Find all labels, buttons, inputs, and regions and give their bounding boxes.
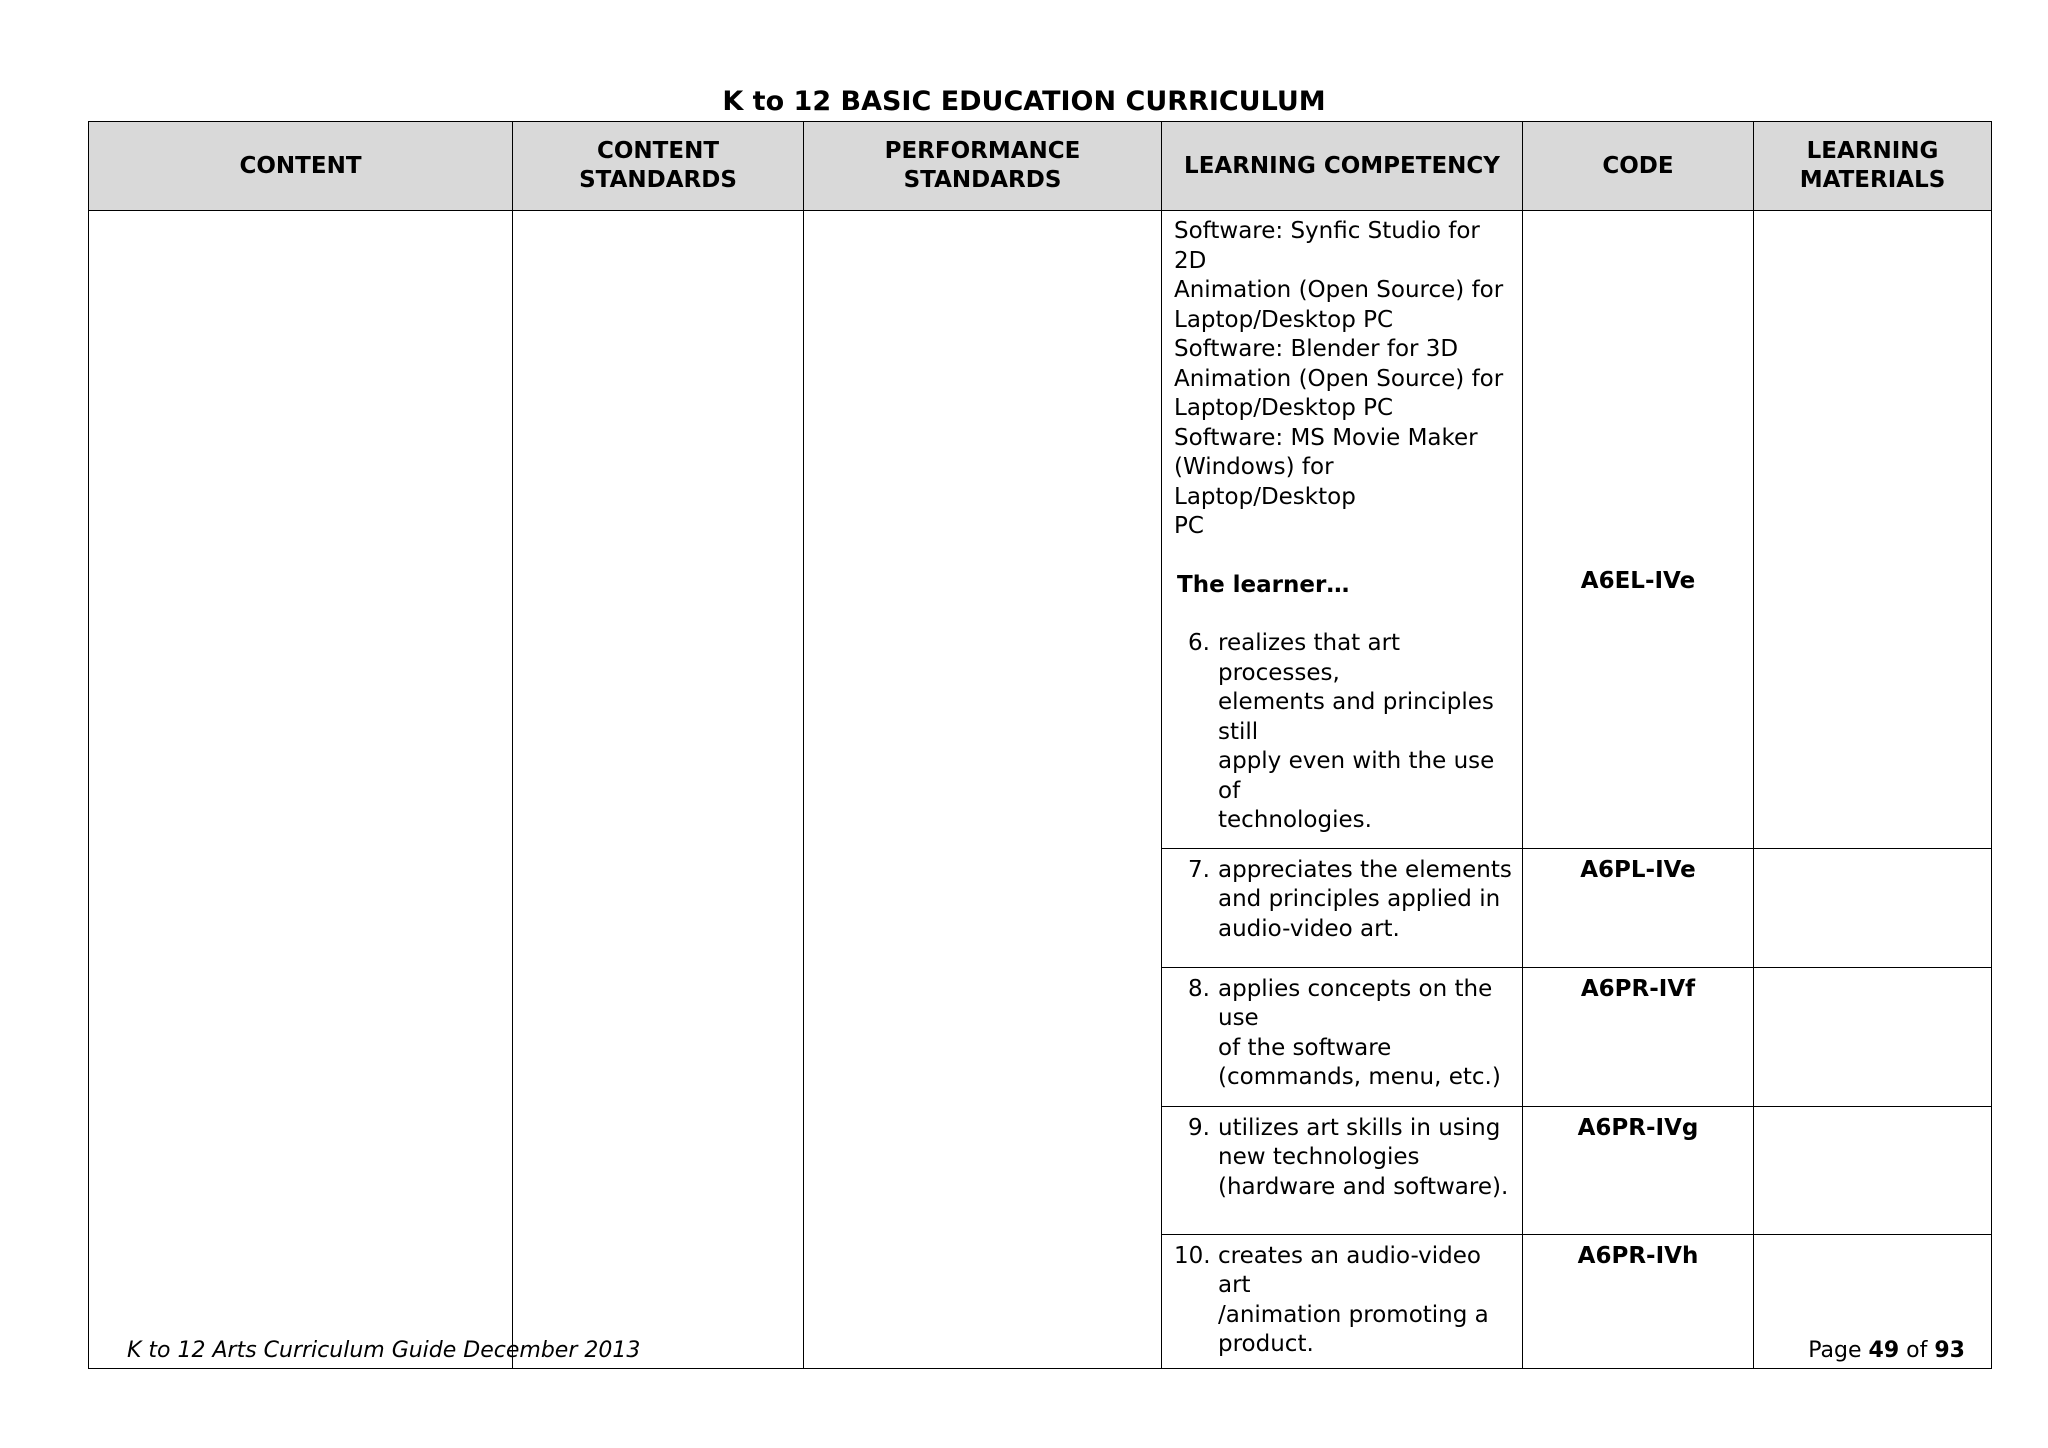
competency-number: 7. bbox=[1188, 856, 1210, 883]
learner-intro: The learner… bbox=[1177, 571, 1350, 598]
competency-item bbox=[1174, 975, 1512, 1093]
competency-text: appreciates the elements and principles applied in audio-video art. bbox=[1218, 856, 1512, 942]
competency-item bbox=[1174, 629, 1512, 836]
header-content-standards: CONTENT STANDARDS bbox=[513, 122, 804, 211]
code-cell: A6PR-IVg bbox=[1523, 1106, 1754, 1234]
software-line: Software: MS Movie Maker bbox=[1174, 424, 1478, 451]
software-line: PC bbox=[1174, 513, 1204, 539]
software-line: Animation (Open Source) for bbox=[1174, 365, 1504, 392]
competency-text: creates an audio-video art /animation promoting a product. bbox=[1218, 1242, 1489, 1357]
header-performance-standards: PERFORMANCE STANDARDS bbox=[804, 122, 1162, 211]
learning-competency-cell bbox=[1162, 1106, 1523, 1234]
page-number: Page 49 of 93 bbox=[1808, 1338, 1965, 1363]
curriculum-table bbox=[88, 121, 1992, 1369]
header-learning-materials: LEARNING MATERIALS bbox=[1754, 122, 1992, 211]
software-line: Laptop/Desktop PC bbox=[1174, 306, 1394, 333]
code-cell: A6EL-IVe bbox=[1523, 211, 1754, 849]
competency-item bbox=[1174, 1242, 1512, 1360]
learning-competency-cell bbox=[1162, 211, 1523, 849]
learning-materials-cell bbox=[1754, 967, 1992, 1106]
competency-text: realizes that art processes, elements and principles still apply even with the use of technologies. bbox=[1218, 630, 1495, 833]
document-title: K to 12 BASIC EDUCATION CURRICULUM bbox=[722, 86, 1326, 117]
performance-standards-cell bbox=[804, 211, 1162, 1369]
learning-competency-cell bbox=[1162, 1234, 1523, 1368]
learning-competency-cell bbox=[1162, 848, 1523, 967]
competency-text: applies concepts on the use of the software (commands, menu, etc.) bbox=[1218, 975, 1501, 1090]
software-line: Software: Blender for 3D bbox=[1174, 336, 1459, 362]
learning-competency-cell bbox=[1162, 967, 1523, 1106]
competency-number: 10. bbox=[1174, 1242, 1211, 1269]
content-standards-cell bbox=[513, 211, 804, 1369]
code-cell: A6PR-IVh bbox=[1523, 1234, 1754, 1368]
content-cell bbox=[89, 211, 513, 1369]
table-row bbox=[89, 211, 1992, 849]
header-code: CODE bbox=[1523, 122, 1754, 211]
total-pages: 93 bbox=[1934, 1338, 1965, 1363]
learning-materials-cell bbox=[1754, 211, 1992, 849]
competency-number: 8. bbox=[1188, 975, 1210, 1002]
competency-text: utilizes art skills in using new technologies (hardware and software). bbox=[1218, 1114, 1509, 1200]
competency-number: 9. bbox=[1188, 1114, 1210, 1141]
competency-item bbox=[1174, 856, 1512, 945]
code-cell: A6PL-IVe bbox=[1523, 848, 1754, 967]
software-line: Animation (Open Source) for bbox=[1174, 277, 1504, 303]
header-row bbox=[89, 122, 1992, 211]
software-line: Laptop/Desktop PC bbox=[1174, 395, 1394, 421]
code-cell: A6PR-IVf bbox=[1523, 967, 1754, 1106]
current-page: 49 bbox=[1868, 1338, 1900, 1363]
software-line: (Windows) for Laptop/Desktop bbox=[1174, 454, 1356, 510]
learning-materials-cell bbox=[1754, 848, 1992, 967]
competency-number: 6. bbox=[1188, 630, 1210, 656]
software-line: Software: Synfic Studio for 2D bbox=[1174, 218, 1480, 274]
footer-guide-title: K to 12 Arts Curriculum Guide December 2013 bbox=[127, 1338, 641, 1363]
competency-item bbox=[1174, 1114, 1512, 1203]
header-content: CONTENT bbox=[89, 122, 513, 211]
header-learning-competency: LEARNING COMPETENCY bbox=[1162, 122, 1523, 211]
learning-materials-cell bbox=[1754, 1106, 1992, 1234]
